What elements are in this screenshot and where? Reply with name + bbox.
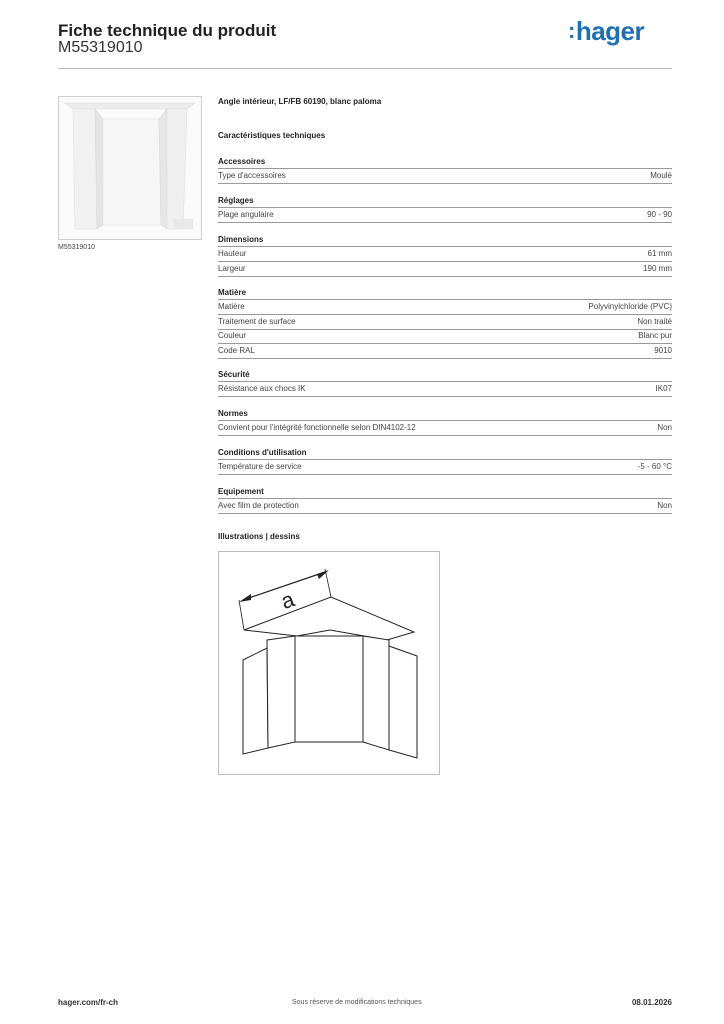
- footer-website[interactable]: hager.com/fr-ch: [58, 998, 119, 1007]
- spec-value: Moulé: [650, 171, 672, 180]
- spec-row: [218, 421, 672, 435]
- footer-notice: Sous réserve de modifications techniques: [292, 999, 422, 1006]
- illustrations-heading: Illustrations | dessins: [218, 532, 300, 541]
- product-image: [58, 96, 202, 240]
- spec-row: [218, 329, 672, 343]
- row-divider: [218, 435, 672, 436]
- spec-value: Non: [657, 501, 672, 510]
- spec-row: [218, 382, 672, 396]
- section-title-securite: Sécurité: [218, 370, 250, 379]
- product-reference: M55319010: [58, 39, 143, 56]
- header-divider: [58, 68, 672, 69]
- spec-value: -5 - 60 °C: [637, 462, 672, 471]
- spec-label: Hauteur: [218, 249, 247, 258]
- spec-row: [218, 499, 672, 513]
- spec-row: [218, 460, 672, 474]
- section-title-accessoires: Accessoires: [218, 157, 266, 166]
- row-divider: [218, 183, 672, 184]
- section-title-conditions: Conditions d'utilisation: [218, 448, 307, 457]
- spec-value: IK07: [655, 384, 672, 393]
- spec-row: [218, 262, 672, 276]
- spec-label: Convient pour l'intégrité fonctionnelle selon DIN4102-12: [218, 423, 416, 432]
- spec-value: 61 mm: [647, 249, 672, 258]
- spec-label: Avec film de protection: [218, 501, 299, 510]
- spec-label: Largeur: [218, 264, 246, 273]
- section-title-normes: Normes: [218, 409, 248, 418]
- section-title-matiere: Matière: [218, 288, 247, 297]
- row-divider: [218, 358, 672, 359]
- spec-row: [218, 169, 672, 183]
- section-title-equipement: Equipement: [218, 487, 264, 496]
- section-title-reglages: Réglages: [218, 196, 254, 205]
- logo-colon-icon: :: [568, 18, 575, 43]
- spec-label: Matière: [218, 302, 245, 311]
- spec-label: Traitement de surface: [218, 317, 296, 326]
- row-divider: [218, 474, 672, 475]
- spec-row: [218, 208, 672, 222]
- brand-logo: [568, 16, 644, 47]
- spec-value: Blanc pur: [638, 331, 672, 340]
- spec-label: Résistance aux chocs IK: [218, 384, 306, 393]
- row-divider: [218, 396, 672, 397]
- spec-label: Type d'accessoires: [218, 171, 286, 180]
- row-divider: [218, 276, 672, 277]
- spec-value: Non: [657, 423, 672, 432]
- footer-date: 08.01.2026: [631, 998, 672, 1007]
- image-caption: M55319010: [58, 244, 95, 251]
- spec-value: Non traité: [637, 317, 672, 326]
- spec-label: Couleur: [218, 331, 247, 340]
- tech-specs-heading: Caractéristiques techniques: [218, 131, 326, 140]
- spec-label: Plage angulaire: [218, 210, 274, 219]
- spec-row: [218, 315, 672, 329]
- spec-value: 90 - 90: [647, 210, 672, 219]
- technical-drawing: [218, 551, 440, 775]
- spec-row: [218, 344, 672, 358]
- spec-label: Température de service: [218, 462, 302, 471]
- spec-row: [218, 300, 672, 314]
- product-description: Angle intérieur, LF/FB 60190, blanc paloma: [218, 97, 382, 106]
- row-divider: [218, 222, 672, 223]
- inner-angle-drawing-icon: [219, 552, 439, 774]
- dimension-label: a: [277, 586, 298, 615]
- spec-value: 9010: [654, 346, 672, 355]
- spec-value: 190 mm: [643, 264, 672, 273]
- spec-label: Code RAL: [218, 346, 255, 355]
- spec-value: Polyvinylchloride (PVC): [588, 302, 672, 311]
- logo-text: hager: [575, 16, 645, 46]
- page-title: Fiche technique du produit: [58, 21, 277, 40]
- spec-row: [218, 247, 672, 261]
- section-title-dimensions: Dimensions: [218, 235, 264, 244]
- row-divider: [218, 513, 672, 514]
- product-photo-icon: [59, 97, 201, 239]
